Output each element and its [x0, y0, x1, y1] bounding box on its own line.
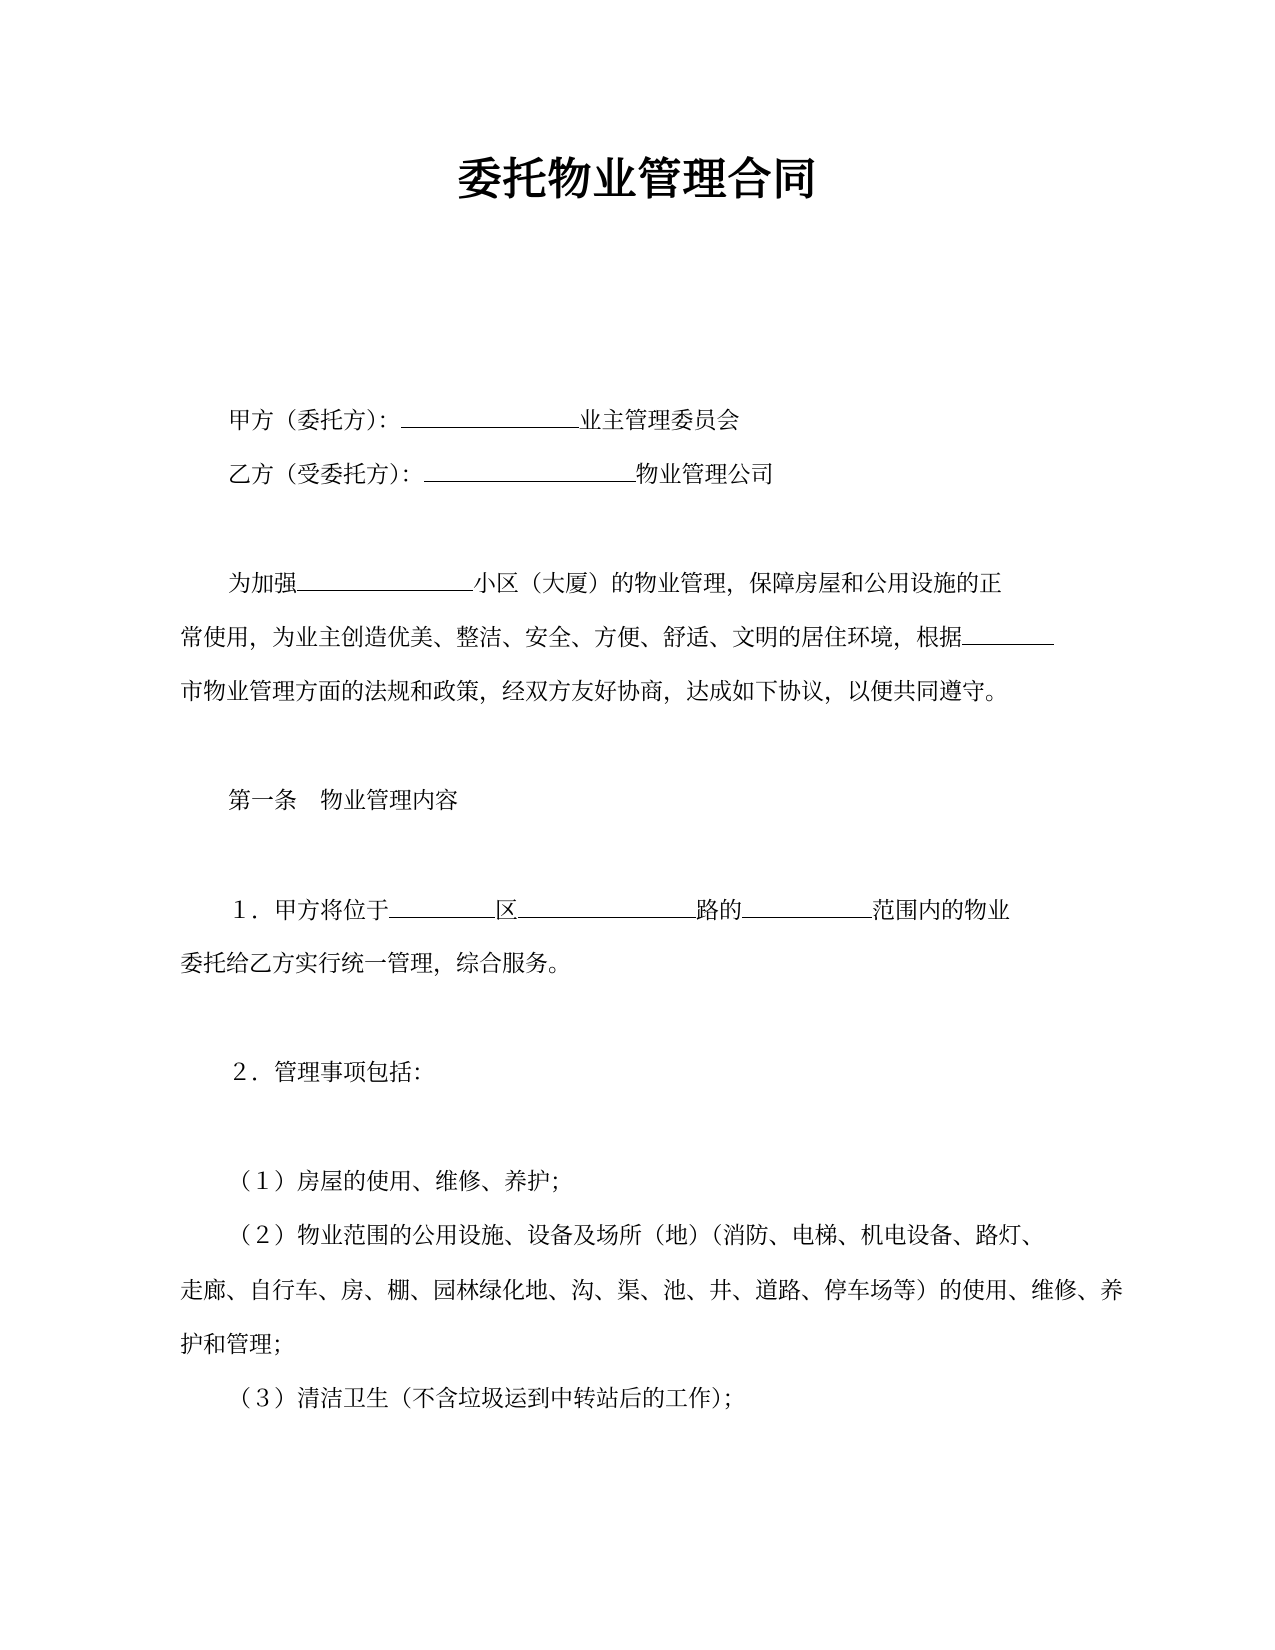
party-a-label: 甲方（委托方）： [228, 408, 401, 434]
party-a-line [228, 403, 740, 438]
scope-blank [742, 893, 872, 918]
city-name-blank [962, 620, 1054, 645]
item-1-line-2: 委托给乙方实行统一管理，综合服务。 [180, 951, 571, 977]
sub-item-3: （３）清洁卫生（不含垃圾运到中转站后的工作）； [228, 1386, 746, 1412]
preamble-line-1 [228, 566, 1002, 601]
item-1-text: 范围内的物业 [872, 898, 1010, 924]
preamble-text: 小区（大厦）的物业管理，保障房屋和公用设施的正 [473, 571, 1002, 597]
road-blank [518, 893, 696, 918]
party-b-blank [424, 457, 636, 482]
party-b-label: 乙方（受委托方）： [228, 462, 424, 488]
item-1-text: １．甲方将位于 [228, 898, 389, 924]
sub-item-2-line-1: （２）物业范围的公用设施、设备及场所（地）（消防、电梯、机电设备、路灯、 [228, 1223, 1045, 1249]
item-1-line-1 [228, 893, 1010, 928]
item-1-text: 区 [495, 898, 518, 924]
item-2-heading: ２．管理事项包括： [228, 1060, 435, 1086]
party-a-blank [401, 403, 579, 428]
item-1-text: 路的 [696, 898, 742, 924]
party-b-suffix: 物业管理公司 [635, 462, 774, 488]
district-blank [389, 893, 495, 918]
preamble-line-2 [180, 620, 1054, 655]
document-title: 委托物业管理合同 [457, 154, 818, 205]
preamble-line-3: 市物业管理方面的法规和政策，经双方友好协商，达成如下协议，以便共同遵守。 [180, 679, 1008, 705]
preamble-text: 常使用，为业主创造优美、整洁、安全、方便、舒适、文明的居住环境，根据 [180, 625, 962, 651]
sub-item-1: （１）房屋的使用、维修、养护； [228, 1169, 573, 1195]
article-1-heading: 第一条 物业管理内容 [228, 788, 458, 814]
party-a-suffix: 业主管理委员会 [578, 408, 740, 434]
party-b-line [228, 457, 774, 492]
sub-item-2-line-3: 护和管理； [180, 1332, 295, 1358]
sub-item-2-line-2: 走廊、自行车、房、棚、园林绿化地、沟、渠、池、井、道路、停车场等）的使用、维修、养 [180, 1278, 1123, 1304]
preamble-text: 为加强 [228, 571, 297, 597]
community-name-blank [297, 566, 473, 591]
